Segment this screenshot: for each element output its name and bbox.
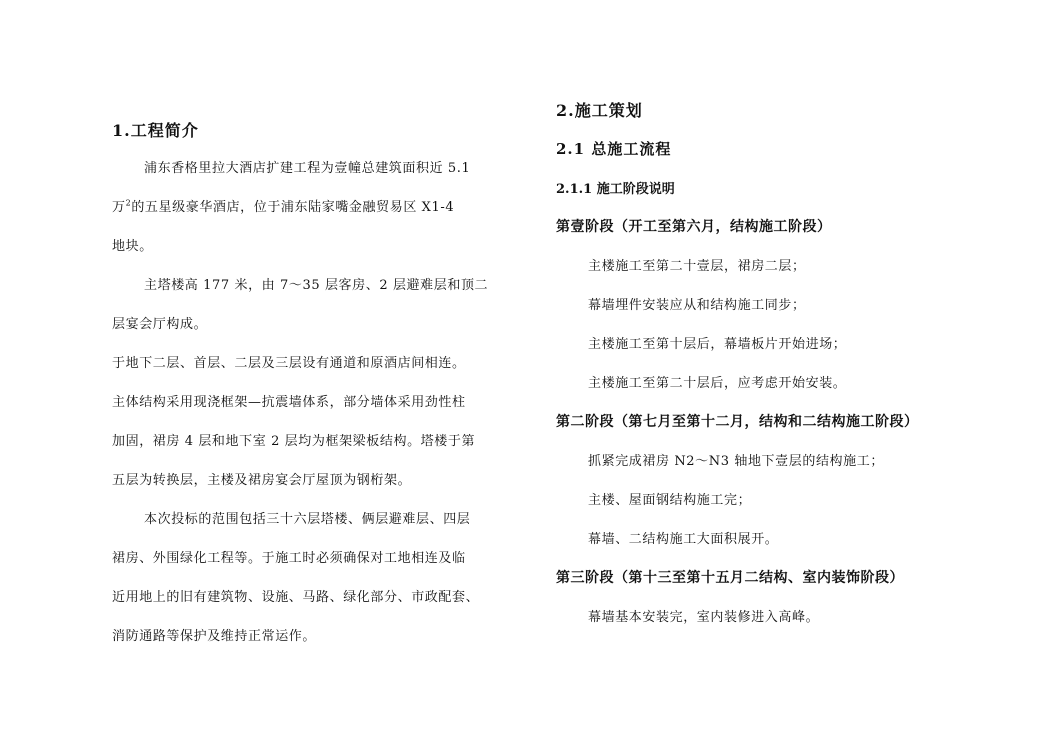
paragraph-line: 五层为转换层，主楼及裙房宴会厅屋顶为钢桁架。 [112, 473, 412, 488]
stage-1-item: 主楼施工至第十层后，幕墙板片开始进场； [588, 337, 847, 352]
paragraph-line: 主体结构采用现浇框架—抗震墙体系，部分墙体采用劲性柱 [112, 395, 466, 410]
paragraph-line: 地块。 [112, 239, 153, 254]
stage-2-item: 幕墙、二结构施工大面积展开。 [588, 532, 779, 547]
paragraph-line: 于地下二层、首层、二层及三层设有通道和原酒店间相连。 [112, 356, 466, 371]
paragraph-line: 主塔楼高 177 米，由 7～35 层客房、2 层避难层和顶二 [144, 278, 489, 293]
paragraph-line: 消防通路等保护及维持正常运作。 [112, 629, 317, 644]
stage-3-title: 第三阶段（第十三至第十五月二结构、室内装饰阶段） [556, 570, 904, 586]
paragraph-line: 近用地上的旧有建筑物、设施、马路、绿化部分、市政配套、 [112, 590, 480, 605]
stage-1-item: 主楼施工至第二十壹层，裙房二层； [588, 259, 806, 274]
area-unit-superscript: 2 [125, 198, 132, 208]
paragraph-line: 万$^2$的五星级豪华酒店，位于浦东陆家嘴金融贸易区 X1-4 [112, 198, 455, 215]
paragraph-line: 本次投标的范围包括三十六层塔楼、俩层避难层、四层 [144, 512, 471, 527]
paragraph-line: 浦东香格里拉大酒店扩建工程为壹幢总建筑面积近 5.1 [144, 161, 471, 176]
subsubsection-heading-stage-description: 2.1.1 施工阶段说明 [556, 182, 675, 197]
stage-1-item: 幕墙埋件安装应从和结构施工同步； [588, 298, 806, 313]
paragraph-line: 加固，裙房 4 层和地下室 2 层均为框架梁板结构。塔楼于第 [112, 434, 476, 449]
paragraph-line: 裙房、外围绿化工程等。于施工时必须确保对工地相连及临 [112, 551, 466, 566]
stage-2-title: 第二阶段（第七月至第十二月，结构和二结构施工阶段） [556, 414, 919, 430]
stage-2-item: 主楼、屋面钢结构施工完； [588, 493, 752, 508]
stage-1-item: 主楼施工至第二十层后，应考虑开始安装。 [588, 376, 847, 391]
stage-1-title: 第壹阶段（开工至第六月，结构施工阶段） [556, 219, 832, 235]
stage-3-item: 幕墙基本安装完，室内装修进入高峰。 [588, 610, 820, 625]
section-heading-project-intro: 1.工程简介 [112, 121, 199, 140]
section-heading-construction-planning: 2.施工策划 [556, 101, 643, 120]
stage-2-item: 抓紧完成裙房 N2～N3 轴地下壹层的结构施工； [588, 454, 884, 469]
subsection-heading-overall-flow: 2.1 总施工流程 [556, 140, 672, 158]
paragraph-line: 层宴会厅构成。 [112, 317, 208, 332]
